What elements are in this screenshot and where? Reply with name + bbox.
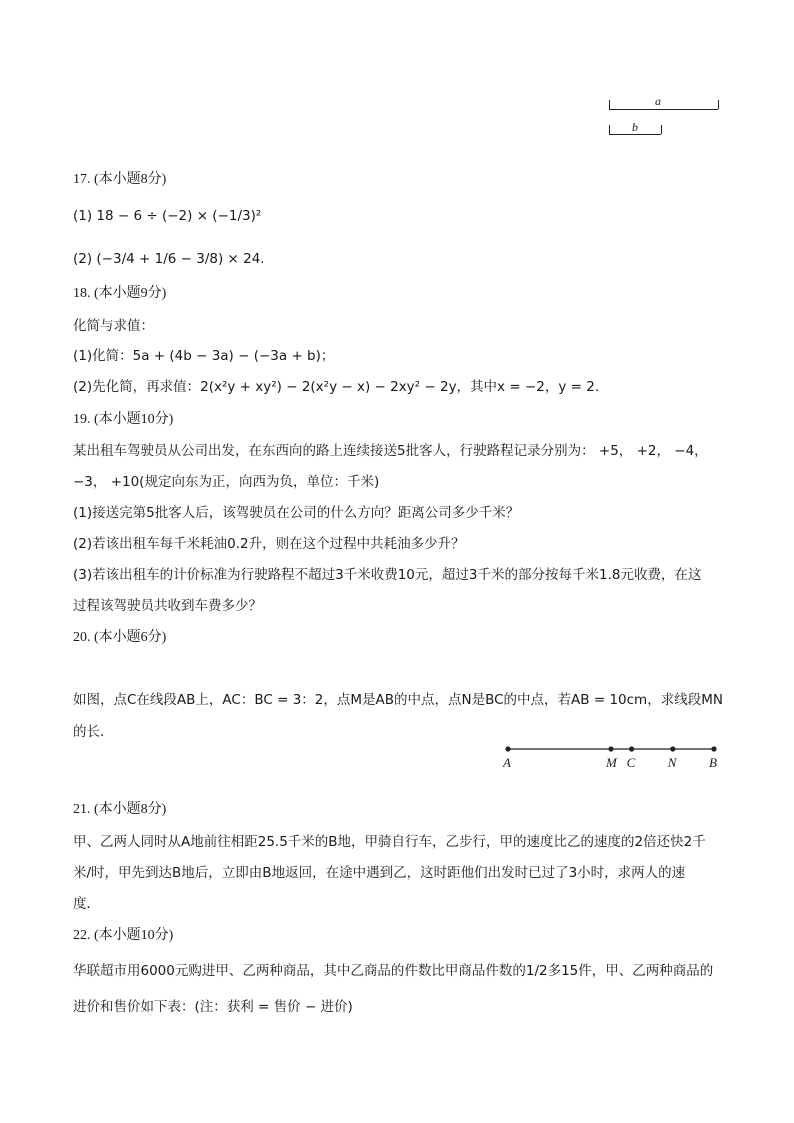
point-c-label: C — [626, 755, 636, 770]
q19-text-line1: 某出租车驾驶员从公司出发，在东西向的路上连续接送5批客人，行驶路程记录分别为： +5， +2， −4， — [73, 443, 708, 459]
q20-header: 20. (本小题6分) — [73, 630, 167, 645]
q18-header: 18. (本小题9分) — [73, 286, 167, 301]
q22-text-line2: 进价和售价如下表：(注：获利 = 售价 − 进价) — [73, 999, 353, 1015]
point-b-dot — [711, 746, 716, 751]
q18-intro: 化简与求值： — [73, 318, 154, 334]
q19-part1: (1)接送完第5批客人后，该驾驶员在公司的什么方向？距离公司多少千米？ — [73, 505, 520, 521]
q19-part3-line1: (3)若该出租车的计价标准为行驶路程不超过3千米收费10元，超过3千米的部分按每千米1.8元收费，在这 — [73, 567, 702, 583]
q21-text-line3: 度． — [73, 896, 100, 912]
q22-text-line1: 华联超市用6000元购进甲、乙两种商品，其中乙商品的件数比甲商品件数的1/2多15件，甲、乙两种商品的 — [73, 963, 714, 979]
q19-header: 19. (本小题10分) — [73, 412, 174, 427]
q17-header: 17. (本小题8分) — [73, 172, 167, 187]
q18-part2: (2)先化简，再求值：2(x²y + xy²) − 2(x²y − x) − 2xy² − 2y，其中x = −2，y = 2． — [73, 379, 609, 395]
segment-a-line — [609, 109, 718, 110]
point-n-dot — [670, 746, 675, 751]
segment-a-right-tick — [718, 100, 719, 109]
segment-b-left-tick — [609, 125, 610, 134]
q21-header: 21. (本小题8分) — [73, 802, 167, 817]
point-b-label: B — [709, 755, 717, 770]
q17-part1: (1) 18 − 6 ÷ (−2) × (−1/3)² — [73, 208, 262, 224]
point-c-dot — [629, 746, 634, 751]
q19-part2: (2)若该出租车每千米耗油0.2升，则在这个过程中共耗油多少升？ — [73, 536, 465, 552]
segment-b-right-tick — [661, 125, 662, 134]
q19-part3-line2: 过程该驾驶员共收到车费多少？ — [73, 598, 262, 614]
segment-a-left-tick — [609, 100, 610, 109]
q21-text-line1: 甲、乙两人同时从A地前往相距25.5千米的B地，甲骑自行车，乙步行，甲的速度比乙的速度的2倍还快2千 — [73, 834, 706, 850]
point-n-label: N — [667, 755, 677, 770]
q20-text-line1: 如图，点C在线段AB上，AC：BC = 3：2，点M是AB的中点，点N是BC的中点，若AB = 10cm，求线段MN — [73, 692, 723, 708]
q20-line-segment-figure — [495, 738, 730, 772]
point-a-label: A — [503, 755, 511, 770]
point-m-label: M — [606, 755, 617, 770]
q20-text-line2: 的长． — [73, 724, 114, 740]
segment-b-label: b — [632, 120, 638, 134]
segment-a-label: a — [655, 94, 661, 108]
q19-text-line2: −3， +10(规定向东为正，向西为负，单位：千米) — [73, 474, 380, 490]
point-m-dot — [608, 746, 613, 751]
q18-part1: (1)化简：5a + (4b − 3a) − (−3a + b)； — [73, 348, 335, 364]
point-a-dot — [505, 746, 510, 751]
q22-header: 22. (本小题10分) — [73, 928, 174, 943]
q17-part2: (2) (−3/4 + 1/6 − 3/8) × 24. — [73, 251, 265, 267]
q21-text-line2: 米/时，甲先到达B地后，立即由B地返回，在途中遇到乙，这时距他们出发时已过了3小时，求两人的速 — [73, 865, 686, 881]
